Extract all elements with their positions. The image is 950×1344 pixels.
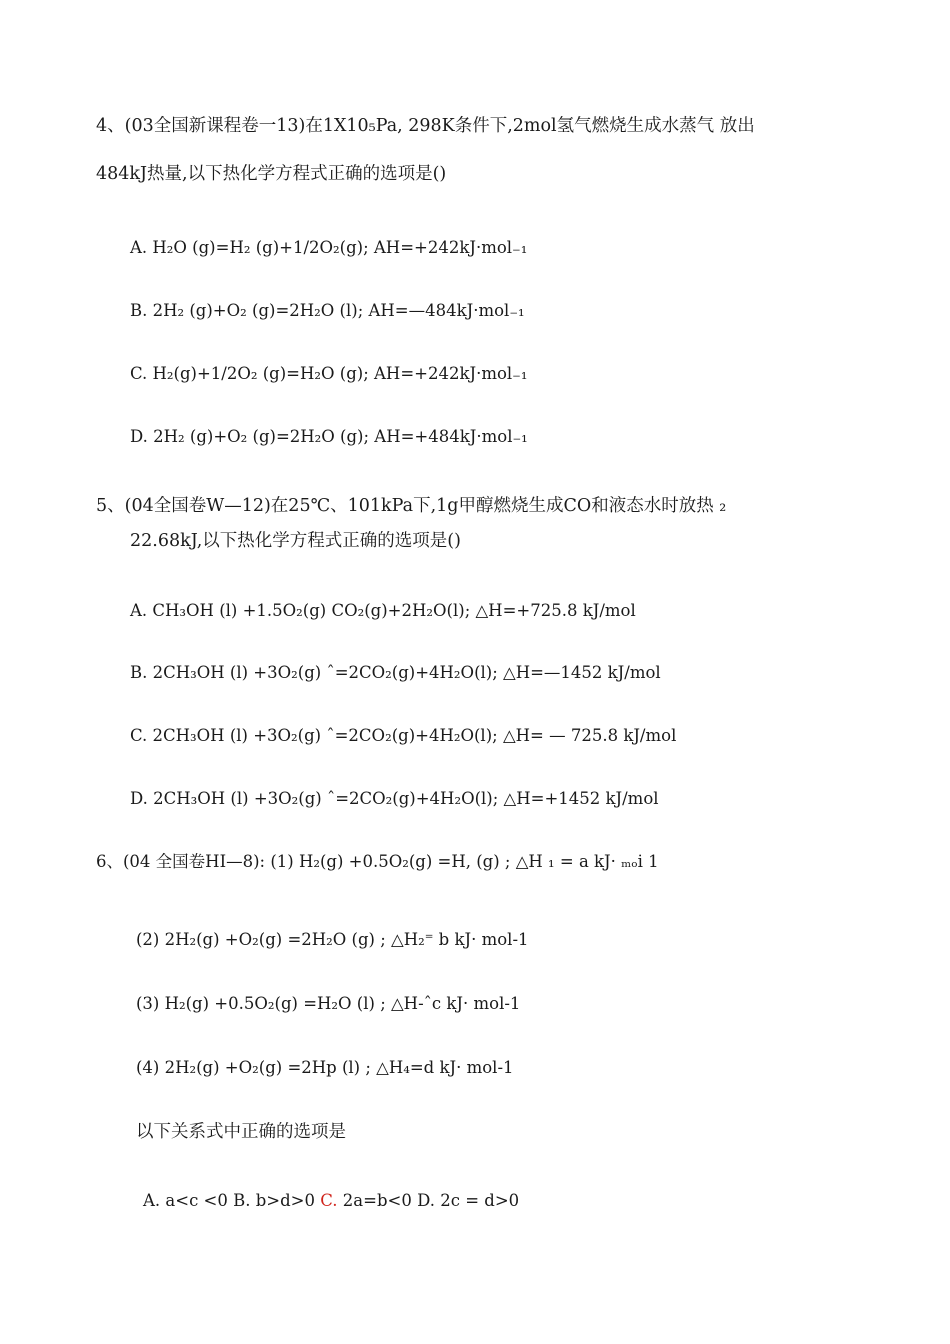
q6-answers-cd: 2a=b<0 D. 2c = d>0 (337, 1191, 520, 1210)
q4-option-a: A. H₂O (g)=H₂ (g)+1/2O₂(g); AH=+242kJ·mol₋₁ (130, 238, 528, 257)
q5-stem-line1: 5、(04全国卷W—12)在25℃、101kPa下,1g甲醇燃烧生成CO和液态水时放热 ₂ (96, 496, 727, 516)
q5-option-d: D. 2CH₃OH (l) +3O₂(g) ˆ=2CO₂(g)+4H₂O(l); △H=+1452 kJ/mol (130, 789, 659, 808)
q6-equation-3: (3) H₂(g) +0.5O₂(g) =H₂O (l) ; △H-ˆc kJ· mol-1 (136, 994, 521, 1013)
q6-equation-4: (4) 2H₂(g) +O₂(g) =2Hp (l) ; △H₄=d kJ· mol-1 (136, 1058, 514, 1077)
q5-option-c: C. 2CH₃OH (l) +3O₂(g) ˆ=2CO₂(g)+4H₂O(l); △H= — 725.8 kJ/mol (130, 726, 677, 745)
q6-prompt: 以下关系式中正确的选项是 (136, 1122, 346, 1142)
q6-stem: 6、(04 全国卷HI—8): (1) H₂(g) +0.5O₂(g) =H, (g) ; △H ₁ = a kJ· ₘₒi 1 (96, 852, 659, 871)
q5-option-a: A. CH₃OH (l) +1.5O₂(g) CO₂(g)+2H₂O(l); △H=+725.8 kJ/mol (130, 601, 636, 620)
q6-answer-choices (143, 1190, 519, 1212)
q4-stem-line2: 484kJ热量,以下热化学方程式正确的选项是() (96, 164, 447, 184)
q6-answer-c-label: C. (320, 1191, 338, 1210)
q6-equation-2: (2) 2H₂(g) +O₂(g) =2H₂O (g) ; △H₂⁼ b kJ· mol-1 (136, 930, 529, 949)
q4-stem-line1: 4、(03全国新课程卷一13)在1X10₅Pa, 298K条件下,2mol氢气燃烧生成水蒸气 放出 (96, 116, 755, 136)
q5-stem-line2: 22.68kJ,以下热化学方程式正确的选项是() (130, 531, 461, 551)
q4-option-d: D. 2H₂ (g)+O₂ (g)=2H₂O (g); AH=+484kJ·mol₋₁ (130, 427, 528, 446)
q6-answers-ab: A. a<c <0 B. b>d>0 (143, 1191, 321, 1210)
q5-option-b: B. 2CH₃OH (l) +3O₂(g) ˆ=2CO₂(g)+4H₂O(l); △H=—1452 kJ/mol (130, 663, 661, 682)
q4-option-c: C. H₂(g)+1/2O₂ (g)=H₂O (g); AH=+242kJ·mol₋₁ (130, 364, 528, 383)
q4-option-b: B. 2H₂ (g)+O₂ (g)=2H₂O (l); AH=—484kJ·mol₋₁ (130, 301, 525, 320)
